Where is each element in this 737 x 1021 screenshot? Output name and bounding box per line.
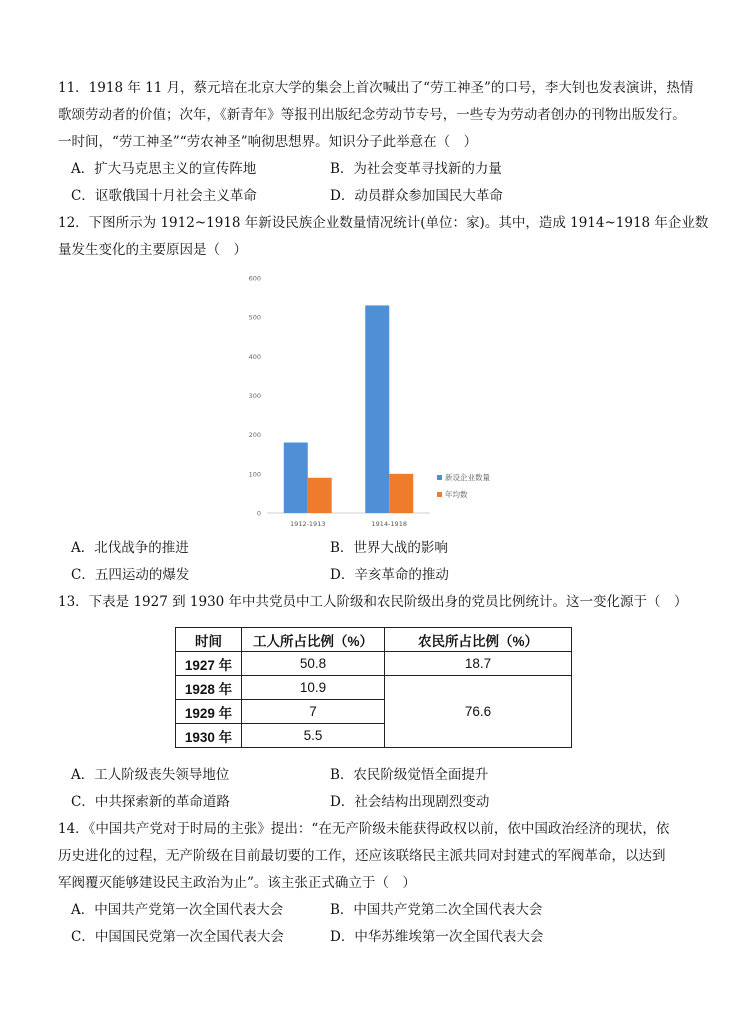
legend-swatch [437, 492, 442, 497]
q14-line-1: 14．《中国共产党对于时局的主张》提出：“在无产阶级未能获得政权以前，依中国政治经济的现状，依 [58, 821, 670, 837]
y-tick-label: 400 [248, 352, 261, 361]
legend-swatch [437, 475, 442, 480]
y-tick-label: 500 [248, 313, 261, 322]
q11-line-3: 一时间，“劳工神圣”“劳农神圣”响彻思想界。知识分子此举意在（ ） [58, 134, 478, 150]
q13-option-b[interactable]: B．农民阶级觉悟全面提升 [330, 767, 489, 783]
q13-option-a[interactable]: A．工人阶级丧失领导地位 [71, 767, 230, 783]
row-year: 1930 年 [176, 724, 242, 748]
row-worker: 10.9 [242, 676, 385, 700]
x-tick-label: 1914-1918 [371, 520, 407, 528]
q14-option-d[interactable]: D．中华苏维埃第一次全国代表大会 [330, 929, 544, 945]
table-row [176, 676, 572, 700]
y-tick-label: 300 [248, 392, 261, 400]
header-worker: 工人所占比例（%） [242, 628, 385, 652]
row-worker: 5.5 [242, 724, 385, 748]
bar-new-enterprises [365, 305, 389, 513]
bar-annual-average [308, 478, 332, 513]
q14-line-3: 军阀覆灭能够建设民主政治为止”。该主张正式确立于（ ） [58, 875, 416, 891]
row-year: 1928 年 [176, 676, 242, 700]
row-year: 1929 年 [176, 700, 242, 724]
row-worker: 50.8 [242, 652, 385, 676]
header-time: 时间 [176, 628, 242, 652]
q12-option-d[interactable]: D．辛亥革命的推动 [330, 567, 449, 583]
y-tick-label: 600 [248, 274, 261, 283]
y-tick-label: 200 [248, 431, 261, 440]
q14-option-b[interactable]: B．中国共产党第二次全国代表大会 [330, 902, 543, 918]
legend-label: 新设企业数量 [445, 473, 490, 482]
q11-option-d[interactable]: D．动员群众参加国民大革命 [330, 188, 503, 204]
q12-line-2: 量发生变化的主要原因是（ ） [58, 242, 247, 258]
party-member-ratio-table [175, 627, 572, 748]
table-row [176, 652, 572, 676]
bar-annual-average [389, 474, 413, 513]
q13-option-c[interactable]: C．中共探索新的革命道路 [71, 794, 230, 810]
y-tick-label: 0 [256, 509, 261, 518]
q14-line-2: 历史进化的过程，无产阶级在目前最切要的工作，还应该联络民主派共同对封建式的军阀革命，以达到 [58, 848, 666, 864]
q11-option-c[interactable]: C．讴歌俄国十月社会主义革命 [71, 188, 257, 204]
legend-label: 年均数 [445, 490, 468, 499]
row-year: 1927 年 [176, 652, 242, 676]
q11-option-b[interactable]: B．为社会变革寻找新的力量 [330, 161, 502, 177]
q12-option-c[interactable]: C．五四运动的爆发 [71, 567, 190, 583]
enterprise-bar-chart [240, 268, 510, 536]
q11-line-2: 歌颂劳动者的价值；次年，《新青年》等报刊出版纪念劳动节专号，一些专为劳动者创办的刊物出版发行。 [58, 107, 686, 123]
q13-option-d[interactable]: D．社会结构出现剧烈变动 [330, 794, 490, 810]
q14-option-a[interactable]: A．中国共产党第一次全国代表大会 [71, 902, 284, 918]
x-tick-label: 1912-1913 [290, 520, 326, 528]
y-tick-label: 100 [248, 470, 261, 479]
row-farmer: 18.7 [385, 652, 572, 676]
q13-line-1: 13．下表是 1927 到 1930 年中共党员中工人阶级和农民阶级出身的党员比例统计。这一变化源于（ ） [58, 594, 688, 610]
header-farmer: 农民所占比例（%） [385, 628, 572, 652]
q12-option-b[interactable]: B．世界大战的影响 [330, 540, 448, 556]
q14-option-c[interactable]: C．中国国民党第一次全国代表大会 [71, 929, 284, 945]
q11-line-1: 11．1918 年 11 月，蔡元培在北京大学的集会上首次喊出了“劳工神圣”的口号，李大钊也发表演讲，热情 [58, 80, 694, 96]
row-worker: 7 [242, 700, 385, 724]
q12-line-1: 12．下图所示为 1912~1918 年新设民族企业数量情况统计(单位：家)。其中，造成 1914~1918 年企业数 [58, 215, 709, 231]
row-farmer-merged: 76.6 [385, 676, 572, 748]
bar-new-enterprises [284, 443, 308, 514]
table-header-row [176, 628, 572, 652]
q12-option-a[interactable]: A．北伐战争的推进 [71, 540, 189, 556]
q11-option-a[interactable]: A．扩大马克思主义的宣传阵地 [71, 161, 257, 177]
